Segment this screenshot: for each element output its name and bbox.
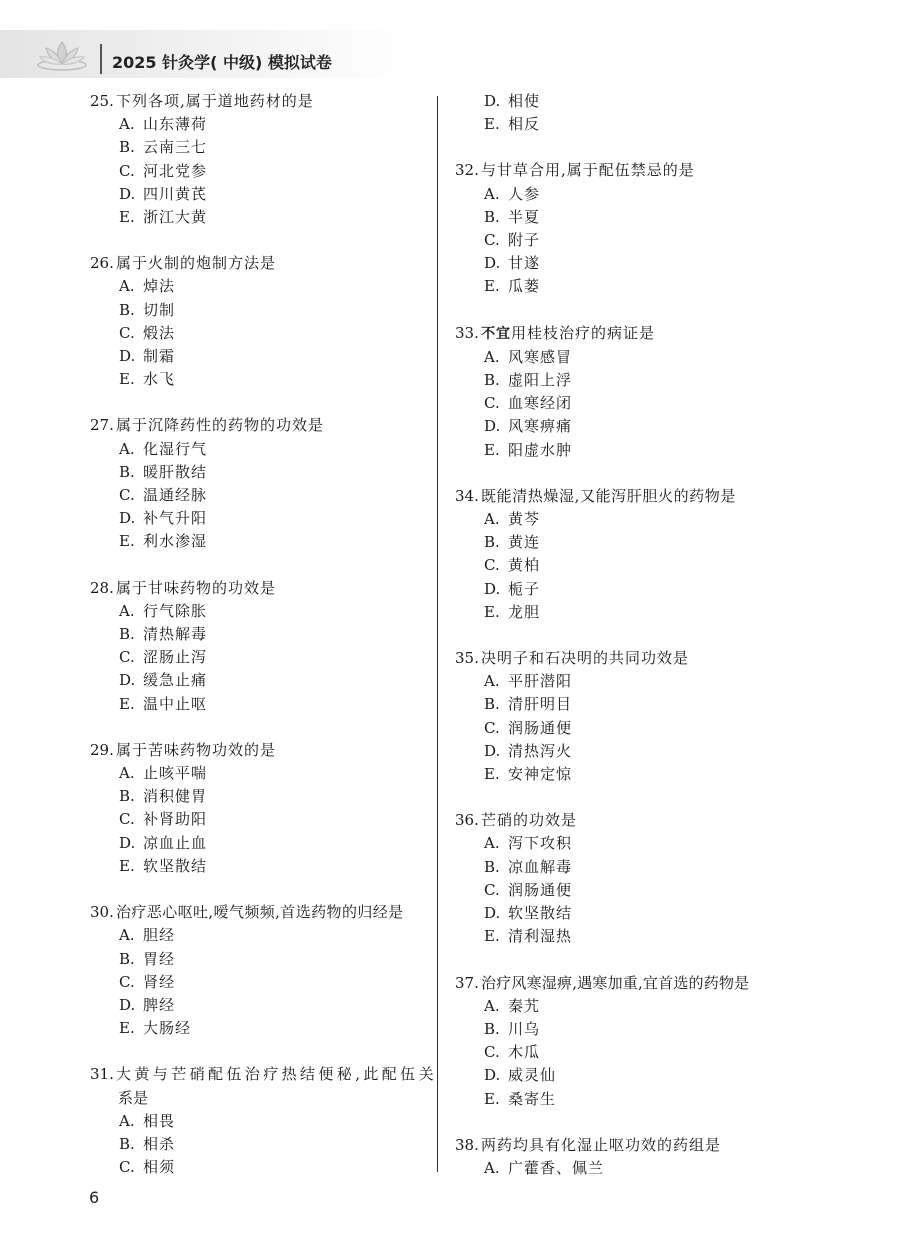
option-text: 清肝明目 <box>508 695 573 714</box>
question-27 <box>90 414 430 553</box>
option-d <box>90 669 430 692</box>
option-letter: A. <box>119 1111 135 1130</box>
option-letter: B. <box>119 787 135 806</box>
option-letter: D. <box>119 833 136 852</box>
option-text: 煅法 <box>143 323 176 342</box>
option-c <box>90 322 430 345</box>
option-text: 凉血解毒 <box>508 857 573 876</box>
option-d <box>455 902 795 925</box>
question-number: 32. <box>455 161 479 180</box>
option-letter: D. <box>484 1066 501 1085</box>
option-c <box>90 160 430 183</box>
option-text: 河北党参 <box>143 161 208 180</box>
question-number: 35. <box>455 649 479 668</box>
option-letter: E. <box>119 370 135 389</box>
option-letter: C. <box>119 1158 135 1177</box>
question-stem <box>90 1063 437 1086</box>
question-stem <box>90 901 430 924</box>
option-b <box>90 136 430 159</box>
question-text <box>481 322 795 346</box>
option-text: 缓急止痛 <box>143 671 208 690</box>
option-b <box>455 693 795 716</box>
option-letter: B. <box>484 857 500 876</box>
question-36 <box>455 809 795 948</box>
question-number: 28. <box>90 578 114 597</box>
running-header-title: 2025 针灸学( 中级) 模拟试卷 <box>112 53 332 72</box>
option-text: 暖肝散结 <box>143 462 208 481</box>
question-34 <box>455 485 795 624</box>
option-letter: B. <box>119 1134 135 1153</box>
option-e <box>455 275 795 298</box>
option-d <box>455 578 795 601</box>
option-letter: D. <box>119 671 136 690</box>
option-letter: A. <box>119 439 135 458</box>
option-text: 风寒痹痛 <box>508 417 573 436</box>
question-text: 大黄与芒硝配伍治疗热结便秘,此配伍关 <box>116 1065 437 1084</box>
option-text: 半夏 <box>508 207 541 226</box>
question-31-continued <box>455 90 795 136</box>
option-letter: C. <box>119 486 135 505</box>
option-text: 桑寄生 <box>508 1089 557 1108</box>
question-stem <box>455 322 795 346</box>
question-stem <box>455 1134 795 1157</box>
option-c <box>455 879 795 902</box>
question-stem <box>455 647 795 670</box>
question-text: 治疗恶心呕吐,嗳气频频,首选药物的归经是 <box>116 903 404 922</box>
question-stem <box>90 577 430 600</box>
option-text: 安神定惊 <box>508 765 573 784</box>
option-text: 脾经 <box>143 995 176 1014</box>
option-a <box>90 762 430 785</box>
option-a <box>90 924 430 947</box>
option-text: 清利湿热 <box>508 927 573 946</box>
option-b <box>455 531 795 554</box>
option-e <box>455 925 795 948</box>
question-text: 与甘草合用,属于配伍禁忌的是 <box>481 161 695 180</box>
option-text: 威灵仙 <box>508 1066 557 1085</box>
option-letter: C. <box>484 1043 500 1062</box>
option-text: 软坚散结 <box>508 904 573 923</box>
option-letter: D. <box>484 579 501 598</box>
option-c <box>90 971 430 994</box>
option-text: 温中止呕 <box>143 694 208 713</box>
option-text: 阳虚水肿 <box>508 440 573 459</box>
option-letter: B. <box>119 462 135 481</box>
option-letter: E. <box>484 765 500 784</box>
option-d <box>90 183 430 206</box>
option-e <box>90 530 430 553</box>
option-b <box>90 623 430 646</box>
option-letter: A. <box>119 926 135 945</box>
question-text: 属于苦味药物功效的是 <box>116 740 277 759</box>
option-e <box>455 601 795 624</box>
option-letter: A. <box>484 996 500 1015</box>
option-d <box>455 90 795 113</box>
right-column <box>455 90 795 1180</box>
option-text: 血寒经闭 <box>508 394 573 413</box>
option-text: 大肠经 <box>143 1019 192 1038</box>
option-text: 补肾助阳 <box>143 810 208 829</box>
emphasis-not-suitable: 不宜 <box>481 325 511 342</box>
option-letter: C. <box>119 323 135 342</box>
option-text: 木瓜 <box>508 1043 541 1062</box>
option-letter: D. <box>484 92 501 110</box>
question-number: 38. <box>455 1135 479 1154</box>
option-letter: E. <box>484 927 500 946</box>
option-a <box>455 995 795 1018</box>
question-stem <box>455 159 795 182</box>
question-37 <box>455 972 795 1111</box>
question-35 <box>455 647 795 786</box>
option-letter: C. <box>119 648 135 667</box>
option-a <box>455 832 795 855</box>
option-a <box>90 600 430 623</box>
option-c <box>455 717 795 740</box>
option-letter: B. <box>484 533 500 552</box>
question-29 <box>90 739 430 878</box>
option-text: 瓜蒌 <box>508 277 541 296</box>
option-d <box>455 415 795 438</box>
option-text: 温通经脉 <box>143 486 208 505</box>
option-e <box>90 206 430 229</box>
option-letter: E. <box>484 440 500 459</box>
option-e <box>455 763 795 786</box>
header-divider <box>100 44 102 74</box>
question-text: 两药均具有化湿止呕功效的药组是 <box>481 1135 722 1154</box>
option-letter: E. <box>484 115 500 134</box>
option-text: 四川黄芪 <box>143 184 208 203</box>
option-letter: A. <box>119 601 135 620</box>
option-a <box>90 1110 430 1133</box>
option-letter: A. <box>484 672 500 691</box>
option-d <box>455 740 795 763</box>
option-text: 龙胆 <box>508 602 541 621</box>
option-letter: A. <box>484 1158 500 1177</box>
option-letter: B. <box>484 371 500 390</box>
option-text: 山东薄荷 <box>143 115 208 134</box>
question-stem <box>90 739 430 762</box>
option-letter: D. <box>484 417 501 436</box>
question-number: 37. <box>455 973 479 992</box>
option-a <box>455 508 795 531</box>
option-d <box>90 507 430 530</box>
option-text: 化湿行气 <box>143 439 208 458</box>
option-letter: B. <box>484 207 500 226</box>
option-letter: E. <box>484 1089 500 1108</box>
option-text: 平肝潜阳 <box>508 672 573 691</box>
option-text: 焯法 <box>143 277 176 296</box>
option-d <box>90 832 430 855</box>
option-e <box>455 1088 795 1111</box>
option-e <box>90 368 430 391</box>
question-text: 属于火制的炮制方法是 <box>116 254 277 273</box>
question-number: 33. <box>455 323 479 342</box>
option-letter: C. <box>484 718 500 737</box>
option-letter: A. <box>484 347 500 366</box>
option-letter: D. <box>119 184 136 203</box>
option-text: 相畏 <box>143 1111 176 1130</box>
question-25 <box>90 90 430 229</box>
option-c <box>455 229 795 252</box>
option-text: 人参 <box>508 184 541 203</box>
option-text: 行气除胀 <box>143 601 208 620</box>
option-b <box>90 948 430 971</box>
option-text: 凉血止血 <box>143 833 208 852</box>
option-text: 肾经 <box>143 972 176 991</box>
option-letter: D. <box>119 509 136 528</box>
option-letter: C. <box>484 556 500 575</box>
option-e <box>90 693 430 716</box>
option-text: 栀子 <box>508 579 541 598</box>
option-a <box>90 275 430 298</box>
option-text: 甘遂 <box>508 254 541 273</box>
question-30 <box>90 901 430 1040</box>
option-e <box>90 1017 430 1040</box>
option-letter: E. <box>119 532 135 551</box>
question-number: 26. <box>90 254 114 273</box>
option-letter: C. <box>119 972 135 991</box>
option-letter: B. <box>484 695 500 714</box>
option-letter: E. <box>119 856 135 875</box>
option-letter: E. <box>484 602 500 621</box>
question-33 <box>455 322 795 462</box>
option-letter: C. <box>484 394 500 413</box>
left-column <box>90 90 437 1179</box>
option-c <box>455 554 795 577</box>
option-letter: A. <box>484 834 500 853</box>
option-c <box>455 1041 795 1064</box>
option-text: 相杀 <box>143 1134 176 1153</box>
option-b <box>90 461 430 484</box>
option-text: 广藿香、佩兰 <box>508 1158 605 1177</box>
option-letter: E. <box>484 277 500 296</box>
column-divider <box>437 96 438 1172</box>
option-b <box>90 1133 430 1156</box>
option-b <box>90 785 430 808</box>
question-text: 既能清热燥湿,又能泻肝胆火的药物是 <box>481 486 736 505</box>
option-letter: E. <box>119 1019 135 1038</box>
question-26 <box>90 252 430 391</box>
option-a <box>455 1157 795 1180</box>
option-text: 相须 <box>143 1158 176 1177</box>
option-c <box>455 392 795 415</box>
option-text: 涩肠止泻 <box>143 648 208 667</box>
option-a <box>455 346 795 369</box>
option-letter: C. <box>484 231 500 250</box>
option-letter: C. <box>484 880 500 899</box>
question-number: 36. <box>455 811 479 830</box>
option-letter: B. <box>119 138 135 157</box>
option-b <box>90 299 430 322</box>
option-text: 利水渗湿 <box>143 532 208 551</box>
question-text: 决明子和石决明的共同功效是 <box>481 649 690 668</box>
option-letter: E. <box>119 208 135 227</box>
question-number: 25. <box>90 92 114 110</box>
option-text: 水飞 <box>143 370 176 389</box>
option-text: 消积健胃 <box>143 787 208 806</box>
option-letter: B. <box>119 625 135 644</box>
question-stem <box>455 485 795 508</box>
option-letter: C. <box>119 161 135 180</box>
option-text: 浙江大黄 <box>143 208 208 227</box>
option-letter: A. <box>119 764 135 783</box>
option-d <box>90 345 430 368</box>
option-text: 补气升阳 <box>143 509 208 528</box>
option-a <box>90 113 430 136</box>
question-text: 属于甘味药物的功效是 <box>116 578 277 597</box>
option-text: 川乌 <box>508 1019 541 1038</box>
question-stem <box>90 414 430 437</box>
option-d <box>455 252 795 275</box>
option-c <box>90 484 430 507</box>
question-28 <box>90 577 430 716</box>
option-text: 虚阳上浮 <box>508 371 573 390</box>
option-text: 软坚散结 <box>143 856 208 875</box>
option-e <box>455 113 795 136</box>
option-a <box>455 670 795 693</box>
question-text-continued: 系是 <box>118 1088 149 1107</box>
option-b <box>455 856 795 879</box>
option-e <box>455 439 795 462</box>
question-text: 治疗风寒湿痹,遇寒加重,宜首选的药物是 <box>481 973 750 992</box>
option-text: 清热解毒 <box>143 625 208 644</box>
question-stem <box>90 252 430 275</box>
question-number: 31. <box>90 1065 114 1084</box>
option-letter: A. <box>119 115 135 134</box>
option-text: 润肠通便 <box>508 718 573 737</box>
question-stem <box>90 90 430 113</box>
option-b <box>455 369 795 392</box>
option-text: 附子 <box>508 231 541 250</box>
option-d <box>90 994 430 1017</box>
option-letter: D. <box>484 741 501 760</box>
question-number: 27. <box>90 416 114 435</box>
question-text: 属于沉降药性的药物的功效是 <box>116 416 325 435</box>
option-text: 相反 <box>508 115 541 134</box>
option-a <box>455 183 795 206</box>
option-text: 黄芩 <box>508 510 541 529</box>
option-a <box>90 438 430 461</box>
option-text: 黄柏 <box>508 556 541 575</box>
option-text: 云南三七 <box>143 138 208 157</box>
page-number: 6 <box>89 1188 100 1207</box>
option-text: 润肠通便 <box>508 880 573 899</box>
option-b <box>455 1018 795 1041</box>
option-text: 泻下攻积 <box>508 834 573 853</box>
option-text: 风寒感冒 <box>508 347 573 366</box>
option-letter: D. <box>484 254 501 273</box>
option-c <box>90 646 430 669</box>
option-text: 止咳平喘 <box>143 764 208 783</box>
question-text: 下列各项,属于道地药材的是 <box>116 92 314 110</box>
question-31 <box>90 1063 437 1179</box>
option-b <box>455 206 795 229</box>
question-38 <box>455 1134 795 1180</box>
option-letter: A. <box>484 510 500 529</box>
option-letter: D. <box>484 904 501 923</box>
option-text: 黄连 <box>508 533 541 552</box>
option-letter: E. <box>119 694 135 713</box>
question-number: 30. <box>90 903 114 922</box>
option-text: 相使 <box>508 92 541 110</box>
option-letter: B. <box>484 1019 500 1038</box>
option-e <box>90 855 430 878</box>
option-d <box>455 1064 795 1087</box>
option-c <box>90 1156 430 1179</box>
option-letter: D. <box>119 347 136 366</box>
lotus-logo-icon <box>36 38 88 72</box>
question-32 <box>455 159 795 298</box>
question-number: 29. <box>90 740 114 759</box>
question-text: 芒硝的功效是 <box>481 811 578 830</box>
question-stem <box>455 972 795 995</box>
option-letter: C. <box>119 810 135 829</box>
option-letter: B. <box>119 300 135 319</box>
question-stem <box>455 809 795 832</box>
option-text: 秦艽 <box>508 996 541 1015</box>
option-c <box>90 808 430 831</box>
option-text: 胆经 <box>143 926 176 945</box>
option-letter: D. <box>119 995 136 1014</box>
question-number: 34. <box>455 486 479 505</box>
option-text: 清热泻火 <box>508 741 573 760</box>
option-letter: A. <box>484 184 500 203</box>
option-text: 胃经 <box>143 949 176 968</box>
option-text: 制霜 <box>143 347 176 366</box>
option-letter: A. <box>119 277 135 296</box>
question-text-rest: 用桂枝治疗的病证是 <box>511 323 656 342</box>
option-text: 切制 <box>143 300 176 319</box>
option-letter: B. <box>119 949 135 968</box>
